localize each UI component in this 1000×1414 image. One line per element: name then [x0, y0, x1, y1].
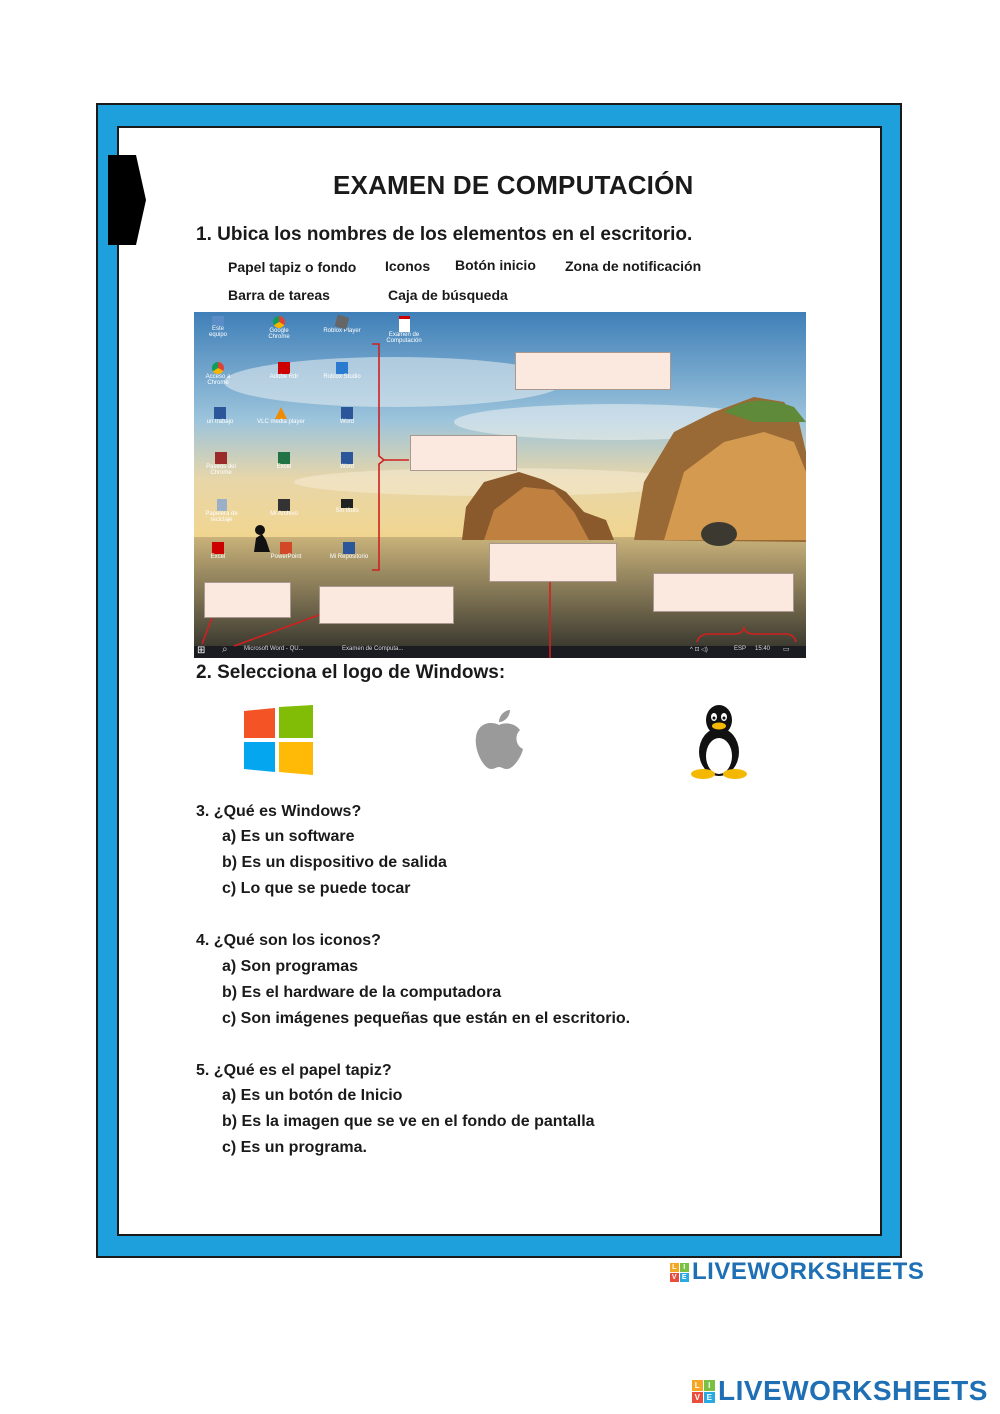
question-4-option-b[interactable]: b) Es el hardware de la computadora	[222, 984, 502, 1001]
desktop-icon[interactable]: Mi Archivo	[264, 499, 304, 517]
desktop-icon[interactable]: Google Chrome	[259, 316, 299, 340]
desktop-icon[interactable]: Examen de Computación	[384, 316, 424, 344]
question-5-option-c[interactable]: c) Es un programa.	[222, 1139, 367, 1156]
question-2: 2. Selecciona el logo de Windows:	[196, 662, 506, 683]
linux-logo-option[interactable]	[688, 704, 750, 780]
desktop-icon[interactable]: Sin título	[329, 499, 365, 514]
question-4-option-c[interactable]: c) Son imágenes pequeñas que están en el escritorio.	[222, 1010, 631, 1027]
desktop-icon[interactable]: Word	[332, 452, 362, 470]
desktop-icon[interactable]: Word	[332, 407, 362, 425]
desktop-icon[interactable]: Excel	[203, 542, 233, 560]
word-bank-item[interactable]: Zona de notificación	[565, 258, 702, 274]
word-bank-item[interactable]: Caja de búsqueda	[388, 287, 508, 303]
question-3: 3. ¿Qué es Windows?	[196, 803, 362, 820]
word-bank-item[interactable]: Papel tapiz o fondo	[228, 259, 357, 275]
question-4-option-a[interactable]: a) Son programas	[222, 958, 359, 975]
word-bank-item[interactable]: Botón inicio	[455, 257, 536, 273]
question-5-option-a[interactable]: a) Es un botón de Inicio	[222, 1087, 403, 1104]
answer-box-icons[interactable]	[410, 435, 517, 471]
search-icon[interactable]: ⌕	[222, 644, 228, 655]
desktop-icon[interactable]: Roblox Player	[322, 316, 362, 334]
answer-box-start-button[interactable]	[204, 582, 291, 618]
question-3-option-b[interactable]: b) Es un dispositivo de salida	[222, 854, 447, 871]
liveworksheets-wordmark: LIVEWORKSHEETS	[718, 1375, 988, 1406]
taskbar-item-exam[interactable]: Examen de Computa...	[342, 646, 404, 652]
desktop-icon[interactable]: Acceso a Chrome	[203, 362, 233, 386]
desktop-icon[interactable]: PowerPoint	[266, 542, 306, 560]
answer-box-notification[interactable]	[653, 573, 794, 612]
liveworksheets-mark: L I V E	[692, 1380, 715, 1403]
language-indicator[interactable]: ESP	[734, 646, 747, 652]
action-center-icon[interactable]: ▭	[783, 646, 790, 653]
desktop-icon[interactable]: VLC media player	[256, 407, 306, 425]
bookmark-tab-shape	[106, 155, 148, 245]
liveworksheets-logo-small	[670, 1258, 924, 1286]
taskbar-item-word[interactable]: Microsoft Word - QU...	[244, 646, 304, 652]
desktop-screenshot	[194, 312, 806, 658]
desktop-icon[interactable]: Roblox Studio	[322, 362, 362, 380]
question-5-option-b[interactable]: b) Es la imagen que se ve en el fondo de pantalla	[222, 1113, 595, 1130]
desktop-icon[interactable]: Paseos del Chrome	[196, 452, 246, 476]
word-bank-item[interactable]: Iconos	[385, 258, 431, 274]
answer-box-wallpaper[interactable]	[515, 352, 671, 390]
apple-logo-option[interactable]	[472, 709, 526, 771]
page-title: EXAMEN DE COMPUTACIÓN	[333, 170, 694, 200]
question-3-option-a[interactable]: a) Es un software	[222, 828, 355, 845]
desktop-icon[interactable]: Este equipo	[203, 316, 233, 338]
liveworksheets-wordmark: LIVEWORKSHEETS	[692, 1258, 925, 1285]
answer-box-taskbar[interactable]	[489, 543, 617, 582]
desktop-icon[interactable]: Mi Repositorio	[324, 542, 374, 560]
desktop-icon[interactable]: Excel	[269, 452, 299, 470]
liveworksheets-mark: L I V E	[671, 1263, 688, 1281]
answer-box-search[interactable]	[319, 586, 454, 624]
word-bank-item[interactable]: Barra de tareas	[228, 287, 330, 303]
desktop-icon[interactable]: un trabajo	[203, 407, 237, 425]
desktop-icon[interactable]: Papelera de reciclaje	[199, 499, 244, 523]
windows-logo-option[interactable]	[244, 705, 314, 775]
notification-icons[interactable]: ^ ⊡ ◁)	[690, 647, 708, 653]
question-5: 5. ¿Qué es el papel tapiz?	[196, 1062, 392, 1079]
start-button-icon[interactable]: ⊞	[197, 645, 206, 656]
liveworksheets-logo-large	[692, 1375, 988, 1407]
clock[interactable]: 15:40	[755, 646, 771, 652]
question-3-option-c[interactable]: c) Lo que se puede tocar	[222, 880, 411, 897]
question-4: 4. ¿Qué son los iconos?	[196, 932, 381, 949]
question-1: 1. Ubica los nombres de los elementos en el escritorio.	[196, 224, 693, 245]
desktop-icon[interactable]: Adobe Rdr	[269, 362, 299, 380]
